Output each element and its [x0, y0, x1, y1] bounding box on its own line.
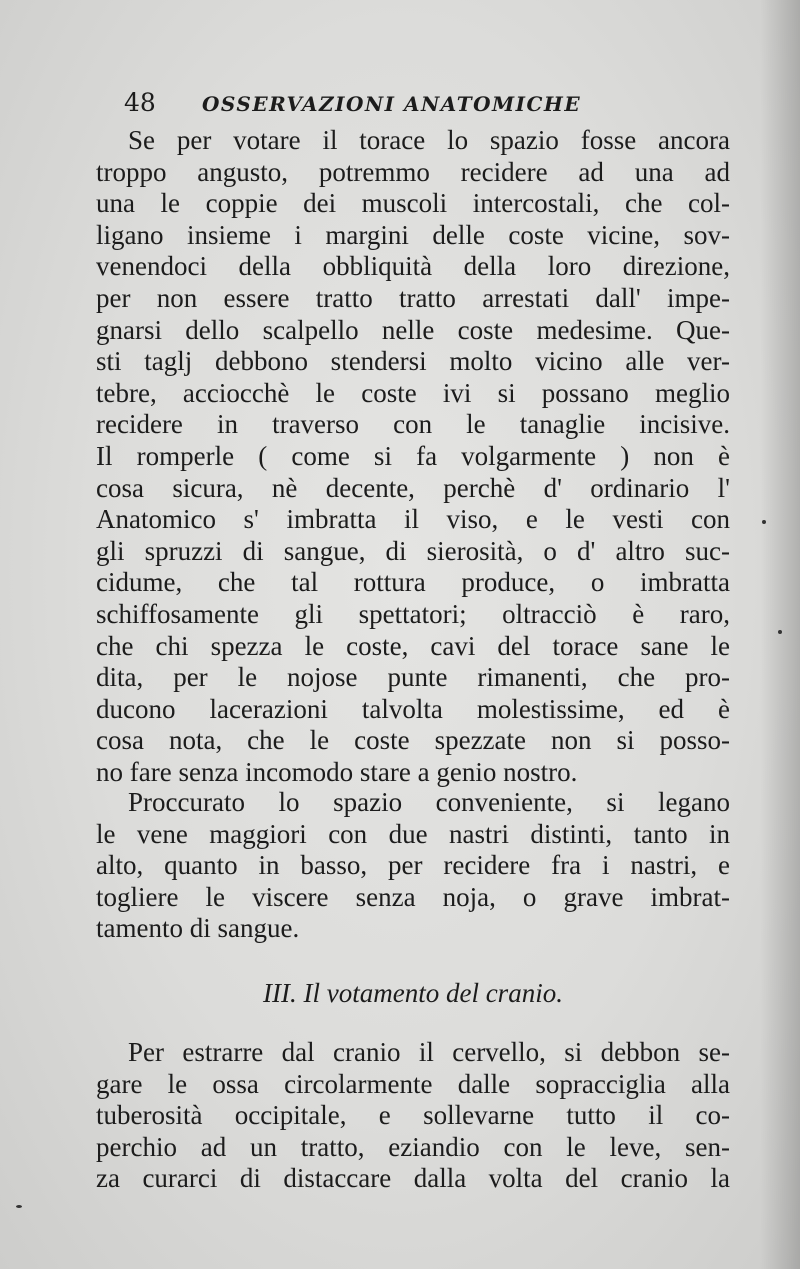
paper-speck: [778, 630, 782, 634]
text-line: no fare senza incomodo stare a genio nostro.: [96, 756, 578, 787]
paper-speck: [16, 1205, 22, 1208]
page-header: [124, 86, 644, 120]
text-line: Se per votare il torace lo spazio fosse ancora: [128, 125, 730, 155]
text-line: che chi spezza le coste, cavi del torace sane le: [96, 630, 730, 661]
text-line: cidume, che tal rottura produce, o imbratta: [96, 567, 730, 598]
text-line: za curarci di distaccare dalla volta del cranio la: [96, 1163, 730, 1194]
text-line: Per estrarre dal cranio il cervello, si debbon se-: [128, 1037, 730, 1067]
text-line: togliere le viscere senza noja, o grave imbrat-: [96, 881, 730, 912]
text-line: tamento di sangue.: [96, 913, 300, 944]
text-line: cosa sicura, nè decente, perchè d' ordinario l': [96, 472, 730, 503]
text-line: Proccurato lo spazio conveniente, si legano: [128, 787, 730, 817]
text-line: gare le ossa circolarmente dalle sopracciglia alla: [96, 1068, 730, 1099]
page-gutter-shadow: [760, 0, 800, 1269]
text-line: Il romperle ( come si fa volgarmente ) non è: [96, 440, 730, 471]
text-line: venendoci della obbliquità della loro direzione,: [96, 251, 730, 282]
text-line: gnarsi dello scalpello nelle coste medesime. Que-: [96, 314, 730, 345]
text-line: ligano insieme i margini delle coste vicine, sov-: [96, 219, 730, 250]
text-line: gli spruzzi di sangue, di sierosità, o d' altro suc-: [96, 535, 730, 566]
text-line: per non essere tratto tratto arrestati dall' impe-: [96, 282, 730, 313]
text-line: ducono lacerazioni talvolta molestissime, ed è: [96, 693, 730, 724]
section-heading: III. Il votamento del cranio.: [263, 978, 563, 1008]
text-line: cosa nota, che le coste spezzate non si posso-: [96, 725, 730, 756]
text-line: recidere in traverso con le tanaglie incisive.: [96, 409, 730, 440]
text-line: alto, quanto in basso, per recidere fra i nastri, e: [96, 850, 730, 881]
page-number: 48: [124, 88, 156, 117]
paper-speck: [762, 520, 766, 524]
paragraph-cranium: [96, 1037, 730, 1195]
text-line: tebre, acciocchè le coste ivi si possano meglio: [96, 377, 730, 408]
paragraph-ribs: [96, 125, 730, 788]
text-line: schiffosamente gli spettatori; oltracciò è raro,: [96, 598, 730, 629]
text-line: sti taglj debbono stendersi molto vicino alle ver-: [96, 346, 730, 377]
text-line: una le coppie dei muscoli intercostali, che col-: [96, 188, 730, 219]
paragraph-veins: [96, 787, 730, 945]
running-title: OSSERVAZIONI ANATOMICHE: [202, 92, 582, 116]
text-line: le vene maggiori con due nastri distinti, tanto in: [96, 818, 730, 849]
text-line: perchio ad un tratto, eziandio con le leve, sen-: [96, 1131, 730, 1162]
text-line: dita, per le nojose punte rimanenti, che pro-: [96, 662, 730, 693]
text-line: tuberosità occipitale, e sollevarne tutto il co-: [96, 1100, 730, 1131]
text-line: troppo angusto, potremmo recidere ad una ad: [96, 156, 730, 187]
text-line: Anatomico s' imbratta il viso, e le vesti con: [96, 504, 730, 535]
